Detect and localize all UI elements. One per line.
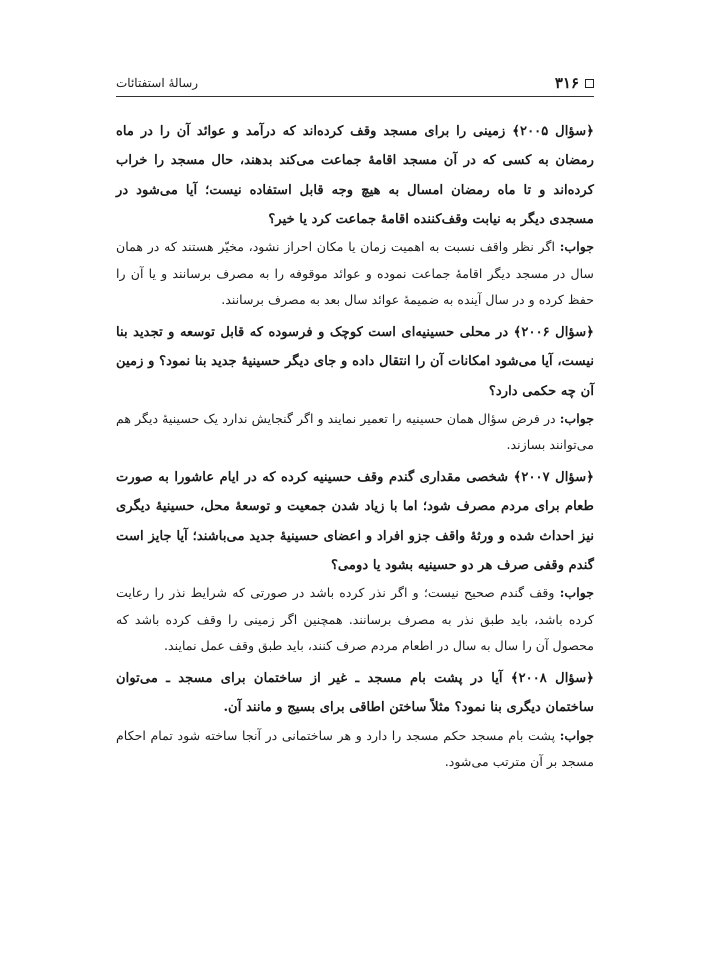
- answer-text: پشت بام مسجد حکم مسجد را دارد و هر ساختمانی در آنجا ساخته شود تمام احکام مسجد بر آن مترتب می‌شود.: [116, 727, 594, 770]
- answer-label: جواب:: [559, 585, 594, 601]
- answer-paragraph: [116, 234, 594, 314]
- question-text: ﴿سؤال ۲۰۰۸﴾ آیا در پشت بام مسجد ـ غیر از ساختمان برای مسجد ـ می‌توان ساختمان دیگری بنا نمود؟ مثلاً ساختن اطاقی برای بسیج و مانند آن.: [116, 671, 594, 716]
- question-text: ﴿سؤال ۲۰۰۷﴾ شخصی مقداری گندم وقف حسینیه کرده که در ایام عاشورا به صورت طعام برای مردم مصرف شود؛ اما با زیاد شدن جمعیت و توسعۀ محل، حسینیۀ دیگری نیز احداث شده و ورثۀ واقف جزو افراد و اعضای حسینیۀ جدید می‌باشند؛ آیا جایز است گندم وقفی صرف هر دو حسینیه بشود یا دومی؟: [116, 470, 594, 573]
- answer-text: در فرض سؤال همان حسینیه را تعمیر نمایند و اگر گنجایش ندارد یک حسینیۀ دیگر هم می‌توانند بسازند.: [116, 410, 594, 453]
- answer-label: جواب:: [559, 727, 594, 743]
- square-bullet-icon: [585, 79, 594, 88]
- question-text: ﴿سؤال ۲۰۰۶﴾ در محلی حسینیه‌ای است کوچک و فرسوده که قابل توسعه و تجدید بنا نیست، آیا می‌شود امکانات آن را انتقال داده و جای دیگر حسینیۀ جدید بنا نمود؟ و زمین آن چه حکمی دارد؟: [116, 324, 594, 399]
- answer-text: وقف گندم صحیح نیست؛ و اگر نذر کرده باشد در صورتی که شرایط نذر را رعایت کرده باشد، باید طبق نذر به مصرف برسانند. همچنین اگر زمینی را وقف کرده باشد که محصول آن را سال به سال در اطعام مردم صرف کنند، باید طبق وقف عمل نمایند.: [116, 585, 594, 654]
- page-number: ۳۱۶: [554, 74, 579, 92]
- qa-item: [116, 664, 594, 776]
- page-body: [116, 117, 594, 780]
- answer-paragraph: [116, 580, 594, 660]
- qa-item: [116, 117, 594, 314]
- qa-item: [116, 463, 594, 660]
- running-title: رسالۀ استفتائات: [116, 76, 199, 90]
- answer-paragraph: [116, 406, 594, 459]
- page-header: [116, 70, 594, 97]
- answer-paragraph: [116, 723, 594, 776]
- answer-label: جواب:: [559, 410, 594, 426]
- qa-item: [116, 318, 594, 459]
- question-text: ﴿سؤال ۲۰۰۵﴾ زمینی را برای مسجد وقف کرده‌اند که درآمد و عوائد آن را در ماه رمضان به کسی که در آن مسجد اقامۀ جماعت می‌کند بدهند، حال مسجد را خراب کرده‌اند و تا ماه رمضان امسال به هیچ وجه قابل استفاده نیست؛ آیا می‌شود در مسجدی دیگر به نیابت وقف‌کننده اقامۀ جماعت کرد یا خیر؟: [116, 124, 594, 227]
- answer-text: اگر نظر واقف نسبت به اهمیت زمان یا مکان احراز نشود، مخیّر هستند که در همان سال در مسجد دیگر اقامۀ جماعت نموده و عوائد موقوفه را به مصرف برسانند و یا آن را حفظ کرده و در سال آینده به ضمیمۀ عوائد سال بعد به مصرف برسانند.: [116, 239, 594, 308]
- page-number-block: [555, 74, 594, 92]
- answer-label: جواب:: [559, 239, 594, 255]
